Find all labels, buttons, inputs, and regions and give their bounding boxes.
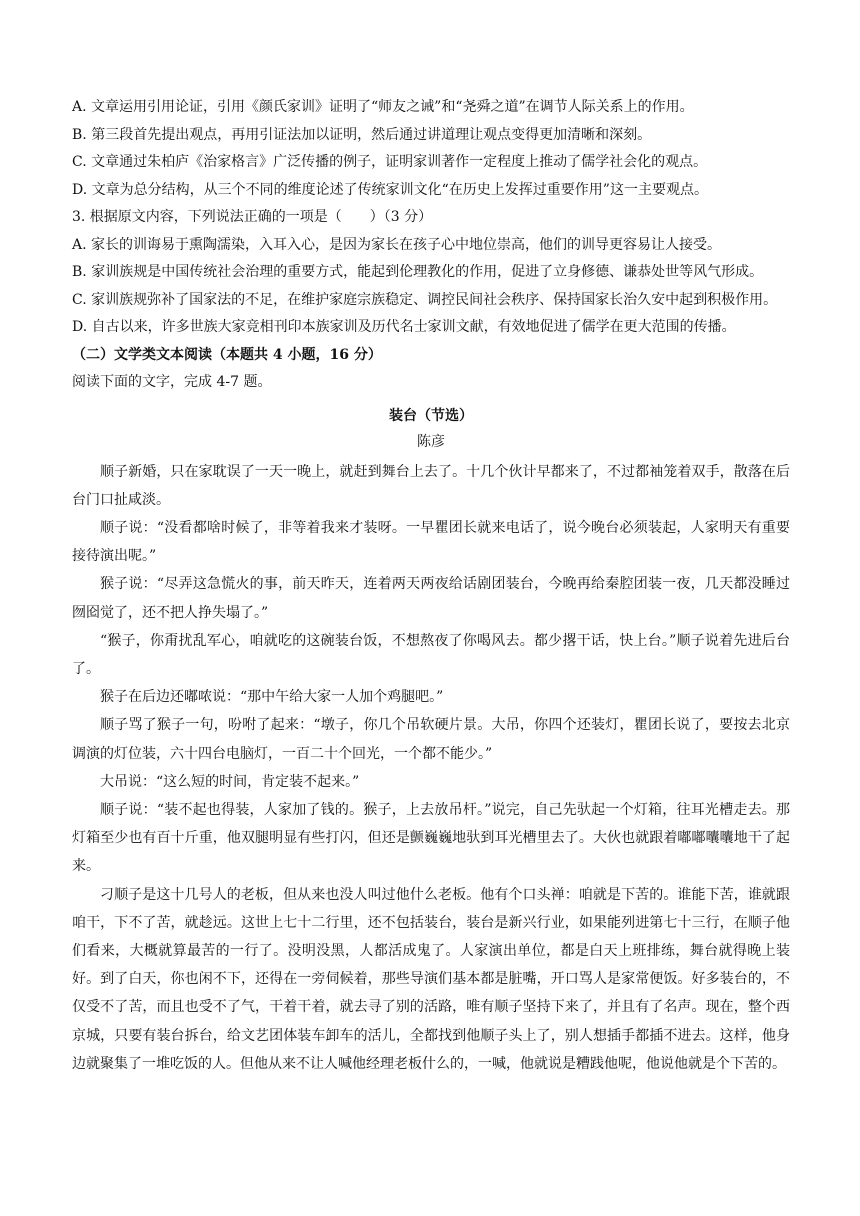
story-paragraph: “猴子，你甭扰乱军心，咱就吃的这碗装台饭，不想熬夜了你喝风去。都少撂干话，快上台。”顺子说着先进后台了。	[72, 632, 790, 677]
story-paragraph: 大吊说：“这么短的时间，肯定装不起来。”	[100, 773, 360, 790]
story-paragraph: 顺子新婚，只在家耽误了一天一晚上，就赶到舞台上去了。十几个伙计早都来了，不过都袖笼着双手，散落在后台门口扯咸淡。	[72, 463, 790, 508]
section-instruction: 阅读下面的文字，完成 4-7 题。	[72, 374, 272, 390]
q2-option-a: A. 文章运用引用论证，引用《颜氏家训》证明了“师友之诫”和“尧舜之道”在调节人际关系上的作用。	[72, 99, 694, 115]
section-heading: （二）文学类文本阅读（本题共 4 小题，16 分）	[72, 346, 382, 363]
q2-option-d: D. 文章为总分结构，从三个不同的维度论述了传统家训文化“在历史上发挥过重要作用”这一主要观点。	[72, 181, 708, 198]
q3-option-a: A. 家长的训诲易于熏陶濡染，入耳入心，是因为家长在孩子心中地位崇高，他们的训导更容易让人接受。	[72, 236, 722, 253]
q2-option-b: B. 第三段首先提出观点，再用引证法加以证明，然后通过讲道理让观点变得更加清晰和深刻。	[72, 126, 652, 143]
story-body	[72, 458, 790, 1078]
story-paragraph: 猴子说：“尽弄这急慌火的事，前天昨天，连着两天两夜给话剧团装台，今晚再给秦腔团装一夜，几天都没睡过囫囵觉了，还不把人挣失塌了。”	[72, 576, 790, 621]
q3-option-d: D. 自古以来，许多世族大家竞相刊印本族家训及历代名士家训文献，有效地促进了儒学在更大范围的传播。	[72, 319, 736, 335]
q3-option-c: C. 家训族规弥补了国家法的不足，在维护家庭宗族稳定、调控民间社会秩序、保持国家长治久安中起到积极作用。	[72, 291, 778, 308]
q3-stem: 3. 根据原文内容，下列说法正确的一项是（ ）（3 分）	[72, 209, 433, 225]
story-paragraph: 顺子说：“没看都啥时候了，非等着我来才装呀。一早瞿团长就来电话了，说今晚台必须装起，人家明天有重要接待演出呢。”	[72, 519, 790, 565]
story-title: 装台（节选）	[389, 407, 473, 424]
story-paragraph: 顺子骂了猴子一句，吩咐了起来：“墩子，你几个吊软硬片景。大吊，你四个还装灯，瞿团长说了，要按去北京调演的灯位装，六十四台电脑灯，一百二十个回光，一个都不能少。”	[72, 717, 790, 762]
q2-option-c: C. 文章通过朱柏庐《治家格言》广泛传播的例子，证明家训著作一定程度上推动了儒学社会化的观点。	[72, 154, 708, 170]
q3-option-b: B. 家训族规是中国传统社会治理的重要方式，能起到伦理教化的作用，促进了立身修德、谦恭处世等风气形成。	[72, 264, 764, 280]
exam-page	[72, 94, 790, 1078]
story-paragraph: 猴子在后边还嘟哝说：“那中午给大家一人加个鸡腿吧。”	[100, 689, 444, 706]
story-author: 陈彦	[417, 433, 445, 450]
story-paragraph: 顺子说：“装不起也得装，人家加了钱的。猴子，上去放吊杆。”说完，自己先驮起一个灯箱，往耳光槽走去。那灯箱至少也有百十斤重，他双腿明显有些打闪，但还是颤巍巍地驮到耳光槽里去了。大伙也就跟着嘟嘟囔囔地干了起来。	[72, 801, 790, 875]
story-paragraph: 刁顺子是这十几号人的老板，但从来也没人叫过他什么老板。他有个口头禅：咱就是下苦的。谁能下苦，谁就跟咱干，下不了苦，就趁远。这世上七十二行里，还不包括装台，装台是新兴行业，如果能列进第七十三行，在顺子他们看来，大概就算最苦的一行了。没明没黑，人都活成鬼了。人家演出单位，都是白天上班排练，舞台就得晚上装好。到了白天，你也闲不下，还得在一旁伺候着，那些导演们基本都是脏嘴，开口骂人是家常便饭。好多装台的，不仅受不了苦，而且也受不了气，干着干着，就去寻了别的活路，唯有顺子坚持下来了，并且有了名声。现在，整个西京城，只要有装台拆台，给文艺团体装车卸车的活儿，全都找到他顺子头上了，别人想插手都插不进去。这样，他身边就聚集了一堆吃饭的人。但他从来不让人喊他经理老板什么的，一喊，他就说是糟践他呢，他说他就是个下苦的。	[72, 886, 790, 1072]
